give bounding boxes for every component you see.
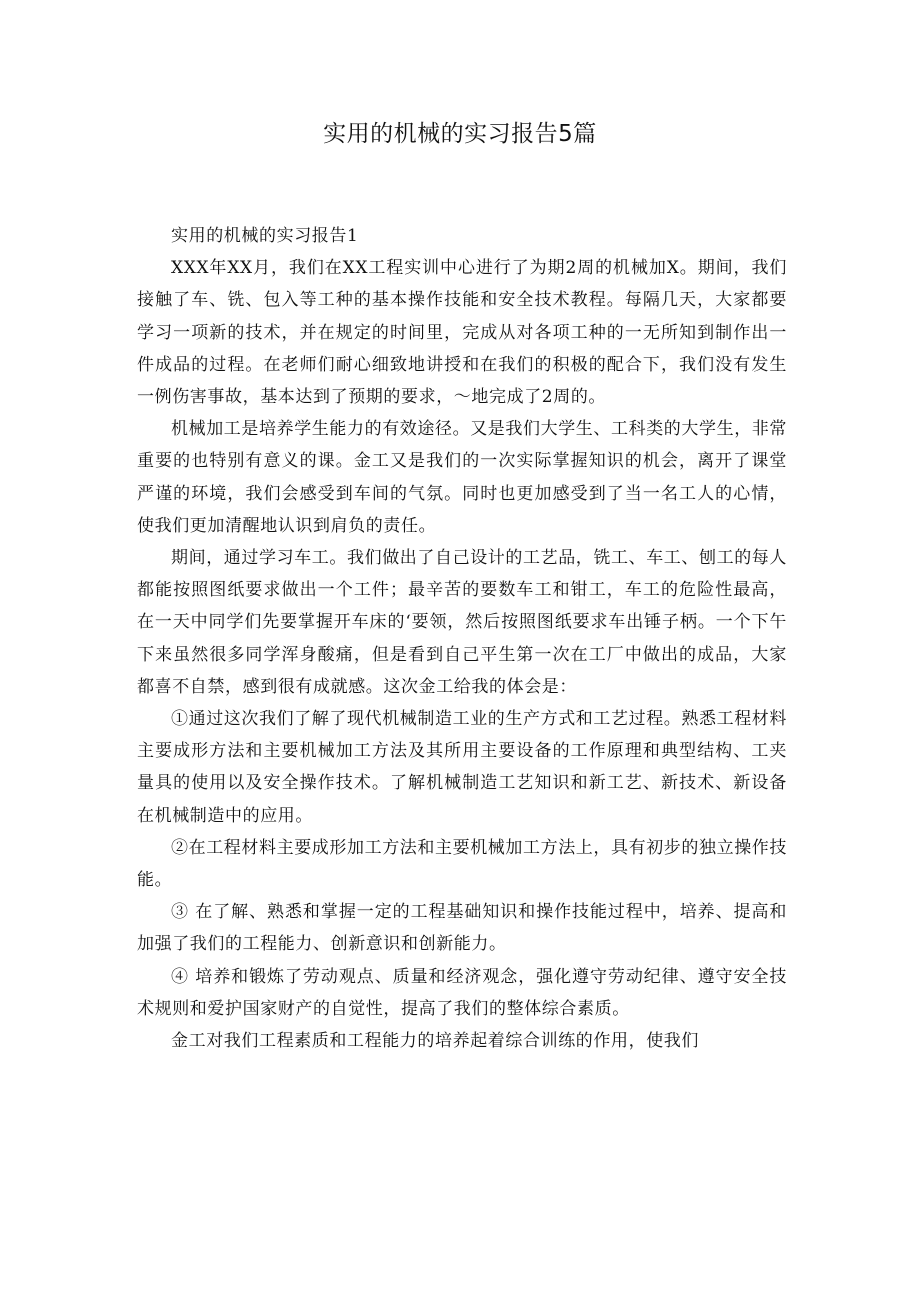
body-paragraph: XXX年XX月，我们在XX工程实训中心进行了为期2周的机械加X。期间，我们接触了车、铣、包入等工种的基本操作技能和安全技术教程。每隔几天，大家都要学习一项新的技术，并在规定的时间里，完成从对各项工种的一无所知到制作出一件成品的过程。在老师们耐心细致地讲授和在我们的积极的配合下，我们没有发生一例伤害事故，基本达到了预期的要求，～地完成了2周的。: [137, 258, 787, 408]
body-paragraph: 机械加工是培养学生能力的有效途径。又是我们大学生、工科类的大学生，非常重要的也特别有意义的课。金工又是我们的一次实际掌握知识的机会，离开了课堂严谨的环境，我们会感受到车间的气氛。同时也更加感受到了当一名工人的心情，使我们更加清醒地认识到肩负的责任。: [137, 419, 787, 536]
document-body: [137, 220, 787, 1057]
body-paragraph: 金工对我们工程素质和工程能力的培养起着综合训练的作用，使我们: [171, 1031, 699, 1052]
document-title: 实用的机械的实习报告5篇: [323, 121, 597, 147]
section-heading: 实用的机械的实习报告1: [171, 226, 359, 246]
list-item: ④ 培养和锻炼了劳动观点、质量和经济观念，强化遵守劳动纪律、遵守安全技术规则和爱护国家财产的自觉性，提高了我们的整体综合素质。: [137, 966, 787, 1019]
body-paragraph: 期间，通过学习车工。我们做出了自己设计的工艺品，铣工、车工、刨工的每人都能按照图纸要求做出一个工件；最辛苦的要数车工和钳工，车工的危险性最高，在一天中同学们先要掌握开车床的‘要领，然后按照图纸要求车出锤子柄。一个下午下来虽然很多同学浑身酸痛，但是看到自己平生第一次在工厂中做出的成品，大家都喜不自禁，感到很有成就感。这次金工给我的体会是：: [137, 548, 787, 697]
list-item: ③ 在了解、熟悉和掌握一定的工程基础知识和操作技能过程中，培养、提高和加强了我们的工程能力、创新意识和创新能力。: [137, 902, 787, 955]
list-item: ②在工程材料主要成形加工方法和主要机械加工方法上，具有初步的独立操作技能。: [137, 837, 787, 891]
list-item: ①通过这次我们了解了现代机械制造工业的生产方式和工艺过程。熟悉工程材料主要成形方法和主要机械加工方法及其所用主要设备的工作原理和典型结构、工夹量具的使用以及安全操作技术。了解机械制造工艺知识和新工艺、新技术、新设备在机械制造中的应用。: [137, 709, 787, 826]
